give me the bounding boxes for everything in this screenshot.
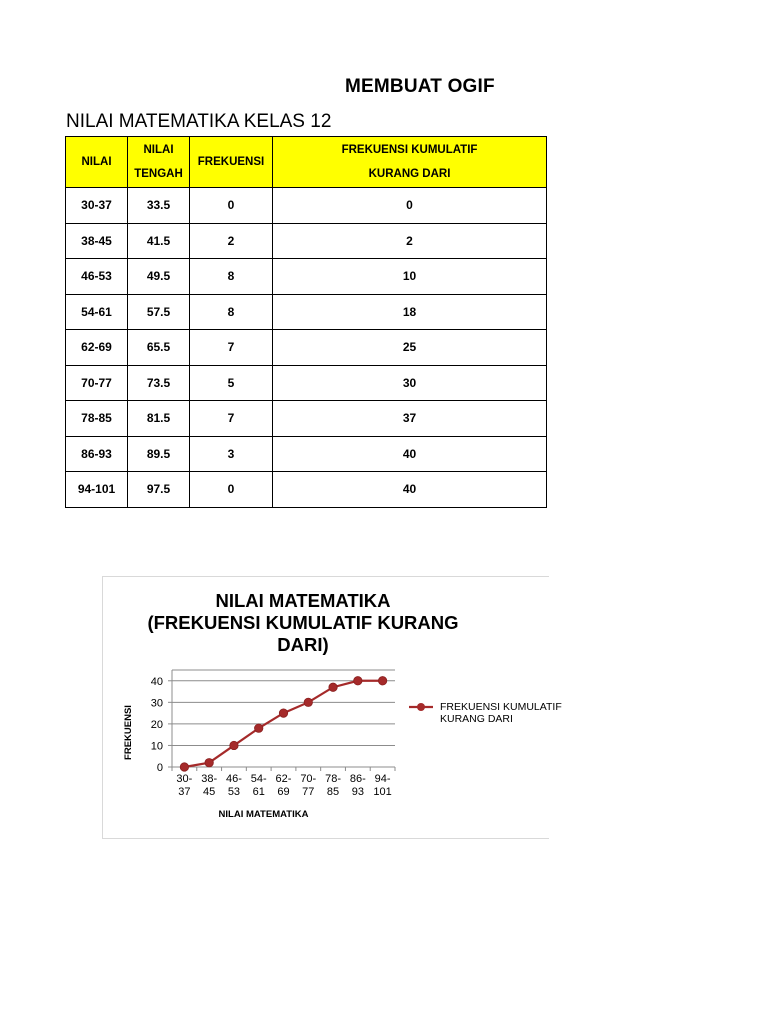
cell-nilai: 86-93 [66, 436, 128, 472]
table-row [66, 294, 547, 330]
cell-frekuensi-kumulatif: 25 [273, 330, 547, 366]
cell-nilai: 70-77 [66, 365, 128, 401]
ogive-chart [102, 576, 562, 839]
cell-frekuensi: 8 [190, 259, 273, 295]
cell-frekuensi-kumulatif: 30 [273, 365, 547, 401]
data-point [378, 677, 386, 685]
cell-nilai-tengah: 49.5 [128, 259, 190, 295]
table-row [66, 259, 547, 295]
cell-frekuensi: 2 [190, 223, 273, 259]
chart-title-line: DARI) [277, 634, 329, 655]
legend-label: KURANG DARI [440, 713, 513, 725]
cell-nilai-tengah: 81.5 [128, 401, 190, 437]
table-row [66, 223, 547, 259]
cell-nilai: 94-101 [66, 472, 128, 508]
table-row [66, 188, 547, 224]
cell-frekuensi-kumulatif: 40 [273, 436, 547, 472]
chart-title-line: NILAI MATEMATIKA [215, 590, 391, 611]
cell-nilai-tengah: 73.5 [128, 365, 190, 401]
x-tick-label: 53 [227, 786, 241, 798]
x-tick-label: 70- [300, 773, 317, 785]
table-row [66, 436, 547, 472]
cell-nilai-tengah: 65.5 [128, 330, 190, 366]
y-tick-label: 30 [150, 697, 163, 710]
cell-nilai-tengah: 57.5 [128, 294, 190, 330]
chart-svg [103, 577, 562, 838]
cell-frekuensi: 7 [190, 330, 273, 366]
table-row [66, 330, 547, 366]
header-nilai-tengah: NILAI TENGAH [128, 137, 190, 188]
cell-frekuensi: 0 [190, 472, 273, 508]
x-tick-label: 37 [178, 786, 191, 798]
header-nilai: NILAI [66, 137, 128, 188]
cell-nilai: 38-45 [66, 223, 128, 259]
y-tick-label: 20 [150, 718, 163, 731]
cell-nilai: 54-61 [66, 294, 128, 330]
x-tick-label: 77 [302, 786, 315, 798]
frequency-table [65, 136, 547, 508]
header-frekuensi-kumulatif: FREKUENSI KUMULATIF KURANG DARI [273, 137, 547, 188]
cell-nilai: 62-69 [66, 330, 128, 366]
y-tick-label: 40 [150, 675, 163, 688]
cell-frekuensi-kumulatif: 37 [273, 401, 547, 437]
y-axis-label: FREKUENSI [123, 705, 134, 760]
table-row [66, 365, 547, 401]
cell-nilai-tengah: 97.5 [128, 472, 190, 508]
cell-frekuensi-kumulatif: 40 [273, 472, 547, 508]
x-axis-label: NILAI MATEMATIKA [218, 809, 309, 820]
x-tick-label: 61 [252, 786, 265, 798]
cell-nilai: 30-37 [66, 188, 128, 224]
x-tick-label: 86- [349, 773, 366, 785]
table-row [66, 472, 547, 508]
cell-frekuensi: 8 [190, 294, 273, 330]
x-tick-label: 30- [176, 773, 193, 785]
cell-nilai-tengah: 89.5 [128, 436, 190, 472]
data-point [255, 724, 263, 732]
x-tick-label: 62- [275, 773, 292, 785]
x-tick-label: 94- [374, 773, 391, 785]
cell-frekuensi-kumulatif: 0 [273, 188, 547, 224]
legend-marker [417, 703, 425, 711]
cell-frekuensi-kumulatif: 2 [273, 223, 547, 259]
x-tick-label: 101 [373, 786, 392, 798]
data-point [279, 709, 287, 717]
cell-frekuensi: 7 [190, 401, 273, 437]
data-point [230, 741, 238, 749]
x-tick-label: 93 [351, 786, 364, 798]
cell-nilai-tengah: 33.5 [128, 188, 190, 224]
x-tick-label: 38- [201, 773, 218, 785]
chart-title-line: (FREKUENSI KUMULATIF KURANG [147, 612, 459, 633]
x-tick-label: 69 [277, 786, 290, 798]
table-row [66, 401, 547, 437]
x-tick-label: 78- [325, 773, 342, 785]
table-header-row [66, 137, 547, 188]
x-tick-label: 85 [326, 786, 340, 798]
x-tick-label: 45 [203, 786, 216, 798]
legend-label: FREKUENSI KUMULATIF [440, 701, 562, 713]
data-point [304, 698, 312, 706]
data-point [354, 677, 362, 685]
x-tick-label: 54- [250, 773, 267, 785]
cell-frekuensi: 5 [190, 365, 273, 401]
header-frekuensi: FREKUENSI [190, 137, 273, 188]
cell-nilai-tengah: 41.5 [128, 223, 190, 259]
cell-nilai: 46-53 [66, 259, 128, 295]
data-point [329, 683, 337, 691]
cell-frekuensi-kumulatif: 10 [273, 259, 547, 295]
page-heading: MEMBUAT OGIF [345, 76, 495, 97]
data-point [180, 763, 188, 771]
table-title: NILAI MATEMATIKA KELAS 12 [66, 111, 332, 132]
cell-frekuensi: 0 [190, 188, 273, 224]
y-tick-label: 10 [150, 740, 163, 753]
cell-nilai: 78-85 [66, 401, 128, 437]
y-tick-label: 0 [156, 762, 163, 774]
cell-frekuensi-kumulatif: 18 [273, 294, 547, 330]
data-point [205, 758, 213, 766]
cell-frekuensi: 3 [190, 436, 273, 472]
x-tick-label: 46- [225, 773, 242, 785]
